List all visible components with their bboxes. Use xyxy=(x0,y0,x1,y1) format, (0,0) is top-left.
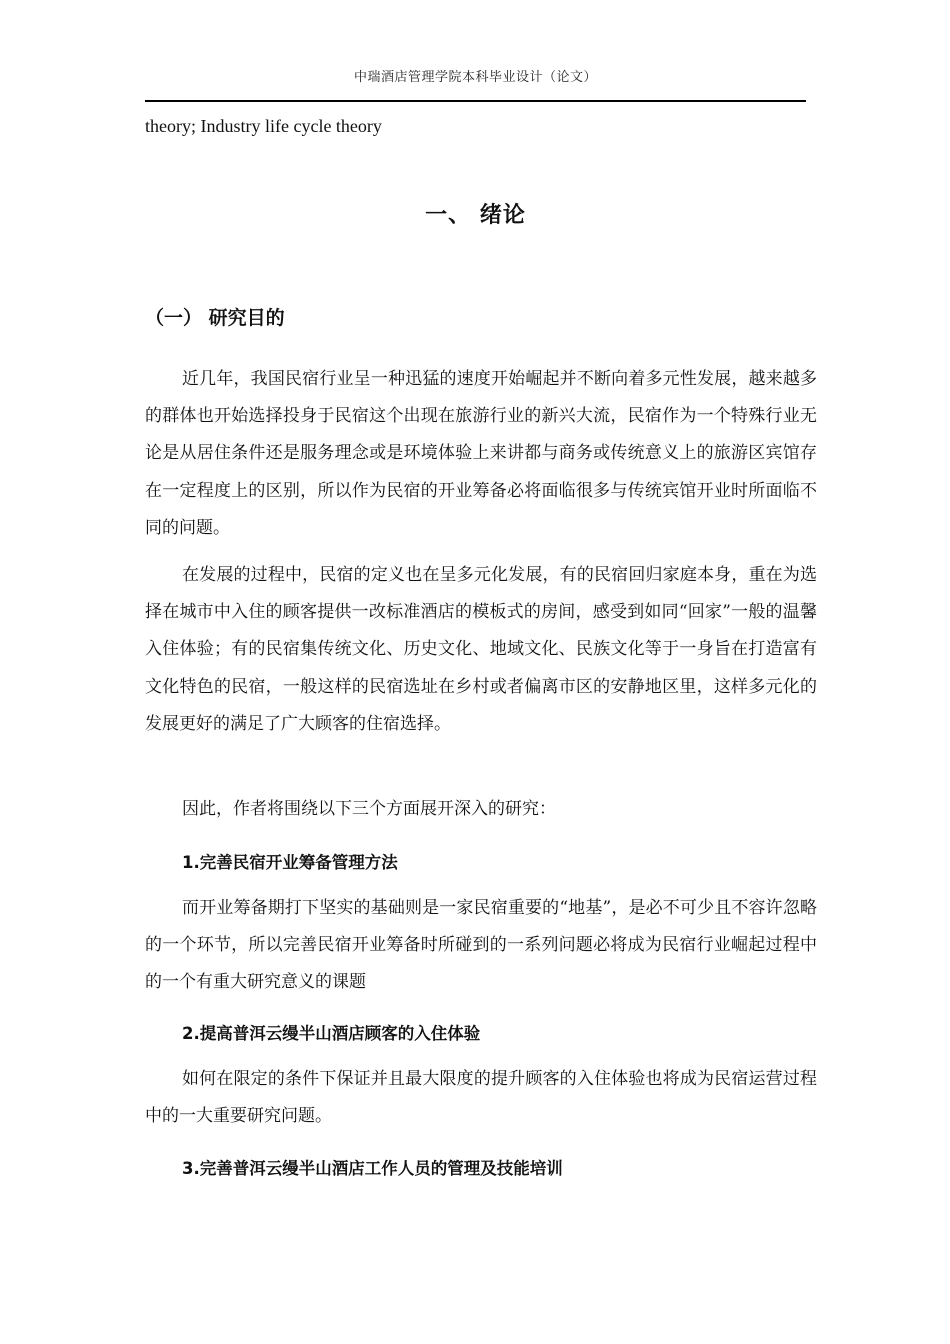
header-rule xyxy=(145,100,806,102)
page-header: 中瑞酒店管理学院本科毕业设计（论文） xyxy=(353,70,597,85)
item-heading: 2.提高普洱云缦半山酒店顾客的入住体验 xyxy=(182,1024,481,1043)
section-title: （一） 研究目的 xyxy=(145,307,285,329)
paragraph: 近几年，我国民宿行业呈一种迅猛的速度开始崛起并不断向着多元性发展，越来越多的群体也开始选择投身于民宿这个出现在旅游行业的新兴大流，民宿作为一个特殊行业无论是从居住条件还是服务理念或是环境体验上来讲都与商务或传统意义上的旅游区宾馆存在一定程度上的区别，所以作为民宿的开业筹备必将面临很多与传统宾馆开业时所面临不同的问题。 xyxy=(145,369,817,538)
paragraph: 在发展的过程中，民宿的定义也在呈多元化发展，有的民宿回归家庭本身，重在为选择在城市中入住的顾客提供一改标准酒店的模板式的房间，感受到如同“回家”一般的温馨入住体验；有的民宿集传统文化、历史文化、地域文化、民族文化等于一身旨在打造富有文化特色的民宿，一般这样的民宿选址在乡村或者偏离市区的安静地区里，这样多元化的发展更好的满足了广大顾客的住宿选择。 xyxy=(145,565,817,734)
keywords-continuation: theory; Industry life cycle theory xyxy=(145,116,382,136)
item-heading: 1.完善民宿开业筹备管理方法 xyxy=(182,853,398,872)
item-heading: 3.完善普洱云缦半山酒店工作人员的管理及技能培训 xyxy=(182,1159,563,1178)
paragraph: 而开业筹备期打下坚实的基础则是一家民宿重要的“地基”，是必不可少且不容许忽略的一个环节，所以完善民宿开业筹备时所碰到的一系列问题必将成为民宿行业崛起过程中的一个有重大研究意义的课题 xyxy=(145,898,817,993)
paragraph: 因此，作者将围绕以下三个方面展开深入的研究： xyxy=(182,799,556,819)
paragraph: 如何在限定的条件下保证并且最大限度的提升顾客的入住体验也将成为民宿运营过程中的一大重要研究问题。 xyxy=(145,1069,817,1127)
chapter-title: 一、 绪论 xyxy=(425,203,526,228)
